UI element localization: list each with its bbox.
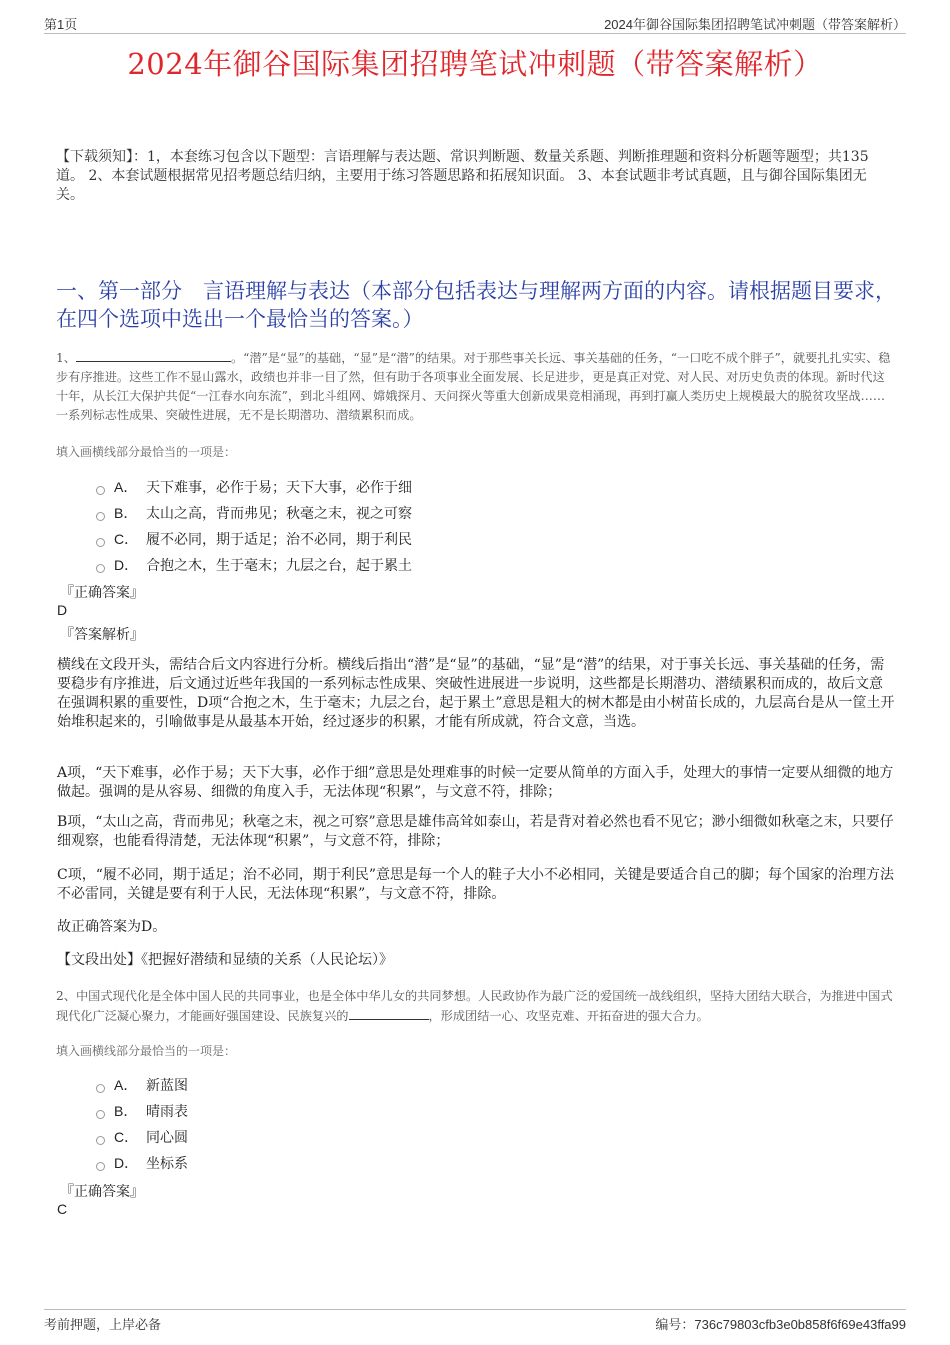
analysis-conclusion: 故正确答案为D。	[57, 919, 167, 935]
section-heading: 一、第一部分 言语理解与表达（本部分包括表达与理解两方面的内容。请根据题目要求，在四个选项中选出一个最恰当的答案。）	[56, 279, 896, 331]
question-2-option-a[interactable]	[96, 1075, 188, 1095]
radio-icon[interactable]	[96, 512, 105, 521]
option-label: D．	[114, 1155, 139, 1171]
analysis-paragraph: C项，“履不必同，期于适足；治不必同，期于利民”意思是每一个人的鞋子大小不必相同，关键是要适合自己的脚；每个国家的治理方法不必雷同，关键是要有利于人民，无法体现“积累”，与文意不符，排除。	[57, 867, 895, 902]
document-title: 2024年御谷国际集团招聘笔试冲刺题（带答案解析）	[127, 47, 823, 81]
option-text: 同心圆	[146, 1130, 188, 1146]
running-header-title: 2024年御谷国际集团招聘笔试冲刺题（带答案解析）	[604, 17, 906, 32]
question-1-answer: D	[57, 602, 68, 618]
radio-icon[interactable]	[96, 564, 105, 573]
question-1-hint: 填入画横线部分最恰当的一项是：	[56, 445, 237, 459]
question-1-option-c[interactable]	[96, 529, 412, 549]
option-text: 履不必同，期于适足；治不必同，期于利民	[146, 532, 412, 548]
option-label: C．	[114, 1129, 139, 1145]
option-text: 合抱之木，生于毫末；九层之台，起于累土	[146, 558, 412, 574]
analysis-paragraph: B项，“太山之高，背而弗见；秋毫之末，视之可察”意思是雄伟高耸如泰山，若是背对着必然也看不见它；渺小细微如秋毫之末，只要仔细观察，也能看得清楚，无法体现“积累”，与文意不符，排除；	[57, 814, 894, 849]
question-1-option-b[interactable]	[96, 503, 412, 523]
question-1-source: 【文段出处】《把握好潜绩和显绩的关系（人民论坛）》	[57, 952, 393, 968]
question-1-body: 。“潜”是“显”的基础，“显”是“潜”的结果。对于那些事关长远、事关基础的任务，“一口吃不成个胖子”，就要扎扎实实、稳步有序推进。这些工作不显山露水，政绩也并非一目了然，但有助于各项事业全面发展、长足进步，更是真正对党、对人民、对历史负责的体现。新时代这十年，从长江大保护共促“一江春水向东流”，到北斗组网、嫦娥探月、天问探火等重大创新成果竞相涌现，再到打赢人类历史上规模最大的脱贫攻坚战……一系列标志性成果、突破性进展，无不是长期潜功、潜绩累积而成。	[56, 351, 891, 422]
option-text: 天下难事，必作于易；天下大事，必作于细	[146, 480, 412, 496]
option-label: C．	[114, 531, 139, 547]
question-1-option-d[interactable]	[96, 555, 412, 575]
option-label: D．	[114, 557, 139, 573]
question-2-body: 2、中国式现代化是全体中国人民的共同事业，也是全体中华儿女的共同梦想。人民政协作为最广泛的爱国统一战线组织，坚持大团结大联合，为推进中国式现代化广泛凝心聚力，才能画好强国建设、民族复兴的	[56, 989, 893, 1023]
radio-icon[interactable]	[96, 1084, 105, 1093]
option-text: 太山之高，背而弗见；秋毫之末，视之可察	[146, 506, 412, 522]
analysis-paragraph: A项，“天下难事，必作于易；天下大事，必作于细”意思是处理难事的时候一定要从简单的方面入手，处理大的事情一定要从细微的地方做起。强调的是从容易、细微的角度入手，无法体现“积累”，与文意不符，排除；	[57, 765, 894, 800]
question-2-blank	[349, 1006, 429, 1020]
radio-icon[interactable]	[96, 1136, 105, 1145]
question-2-answer: C	[57, 1201, 68, 1217]
question-1-answer-tag: 『正确答案』	[60, 585, 144, 601]
question-2-answer-tag: 『正确答案』	[60, 1184, 144, 1200]
question-1-blank	[76, 348, 231, 362]
radio-icon[interactable]	[96, 1110, 105, 1119]
radio-icon[interactable]	[96, 486, 105, 495]
question-1-text	[56, 348, 896, 425]
page-number: 第1页	[44, 17, 78, 32]
radio-icon[interactable]	[96, 1162, 105, 1171]
option-text: 新蓝图	[146, 1078, 188, 1094]
option-text: 晴雨表	[146, 1104, 188, 1120]
option-label: B．	[114, 505, 138, 521]
option-text: 坐标系	[146, 1156, 188, 1172]
question-2-text	[56, 987, 896, 1026]
option-label: B．	[114, 1103, 138, 1119]
download-notice: 【下载须知】：1，本套练习包含以下题型：言语理解与表达题、常识判断题、数量关系题、判断推理题和资料分析题等题型；共135道。 2、本套试题根据常见招考题总结归纳，主要用于练习答题思路和拓展知识面。 3、本套试题非考试真题，且与御谷国际集团无关。	[56, 149, 869, 203]
question-1-option-a[interactable]	[96, 477, 412, 497]
radio-icon[interactable]	[96, 538, 105, 547]
question-2-hint: 填入画横线部分最恰当的一项是：	[56, 1044, 237, 1058]
question-2-option-d[interactable]	[96, 1153, 188, 1173]
header-divider	[44, 33, 906, 34]
analysis-paragraph: 横线在文段开头，需结合后文内容进行分析。横线后指出“潜”是“显”的基础，“显”是“潜”的结果，对于事关长远、事关基础的任务，需要稳步有序推进，后文通过近些年我国的一系列标志性成果、突破性进展进一步说明，这些都是长期潜功、潜绩累积而成的，故后文意在强调积累的重要性，D项“合抱之木，生于毫末；九层之台，起于累土”意思是粗大的树木都是由小树苗长成的，九层高台是从一筐土开始堆积起来的，引喻做事是从最基本开始，经过逐步的积累，才能有所成就，符合文意，当选。	[57, 657, 895, 730]
question-2-option-c[interactable]	[96, 1127, 188, 1147]
question-2-body-end: ，形成团结一心、攻坚克难、开拓奋进的强大合力。	[428, 1009, 709, 1023]
question-1-analysis-tag: 『答案解析』	[60, 627, 144, 643]
option-label: A．	[114, 1077, 138, 1093]
footer-divider	[44, 1309, 906, 1310]
footer-serial-number: 编号：736c79803cfb3e0b858f6f69e43ffa99	[655, 1317, 906, 1332]
option-label: A．	[114, 479, 138, 495]
footer-slogan: 考前押题，上岸必备	[44, 1317, 162, 1332]
question-2-option-b[interactable]	[96, 1101, 188, 1121]
question-1-number: 1、	[56, 351, 76, 365]
